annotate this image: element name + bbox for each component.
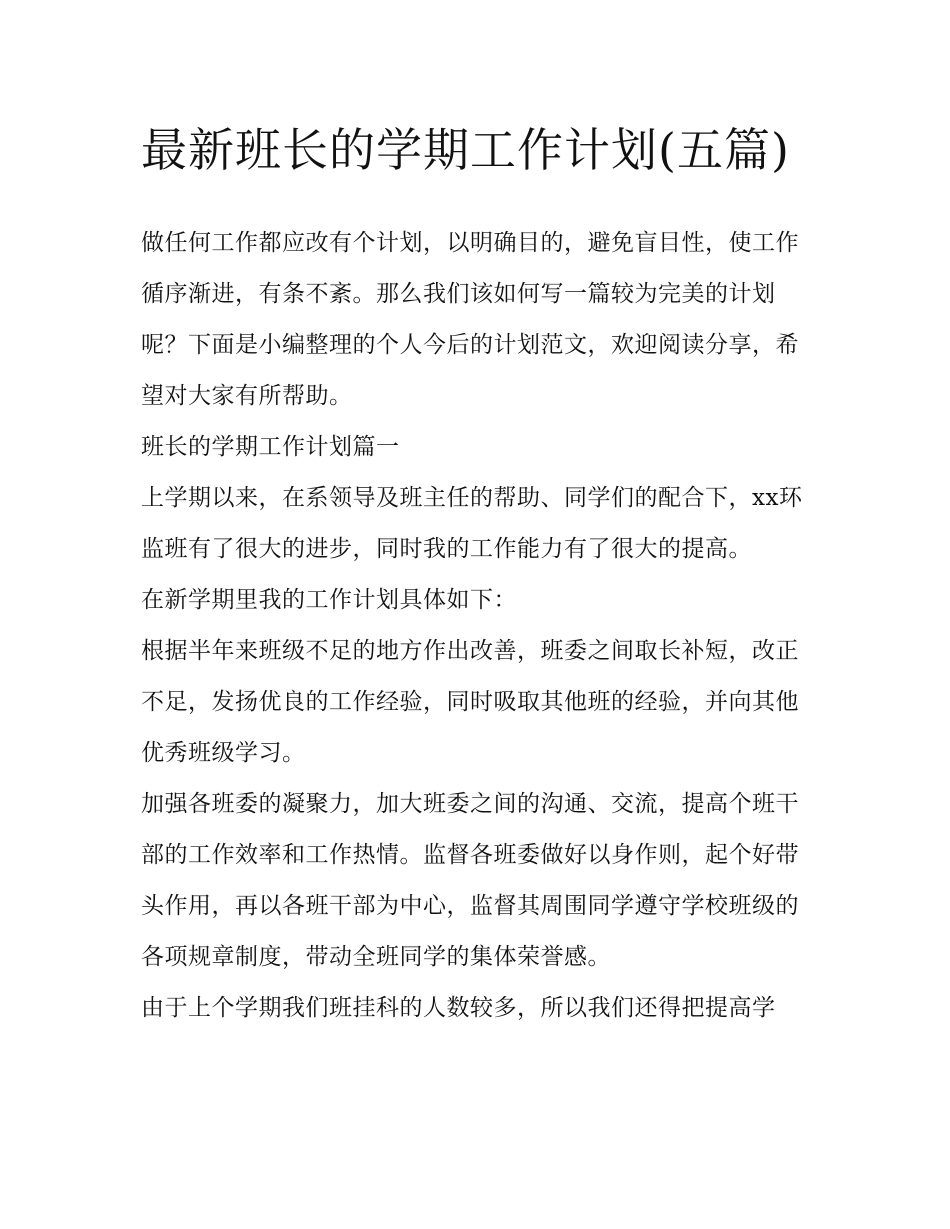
body-paragraph: 由于上个学期我们班挂科的人数较多，所以我们还得把提高学: [141, 995, 776, 1021]
body-paragraph: 上学期以来，在系领导及班主任的帮助、同学们的配合下，xx环监班有了很大的进步，同时我的工作能力有了很大的提高。: [141, 485, 803, 562]
intro-paragraph: 做任何工作都应改有个计划，以明确目的，避免盲目性，使工作循序渐进，有条不紊。那么我们该如何写一篇较为完美的计划呢？下面是小编整理的个人今后的计划范文，欢迎阅读分享，希望对大家有所帮助。: [141, 230, 799, 409]
body-paragraph: 在新学期里我的工作计划具体如下：: [141, 587, 517, 613]
body-paragraph: 根据半年来班级不足的地方作出改善，班委之间取长补短，改正不足，发扬优良的工作经验，同时吸取其他班的经验，并向其他优秀班级学习。: [141, 638, 799, 766]
section-heading-part-one: 班长的学期工作计划篇一: [141, 434, 400, 460]
body-paragraph: 加强各班委的凝聚力，加大班委之间的沟通、交流，提高个班干部的工作效率和工作热情。监督各班委做好以身作则，起个好带头作用，再以各班干部为中心，监督其周围同学遵守学校班级的各项规章制度，带动全班同学的集体荣誉感。: [141, 791, 799, 970]
document-body: [141, 112, 813, 1034]
document-title: 最新班长的学期工作计划(五篇): [141, 123, 790, 177]
